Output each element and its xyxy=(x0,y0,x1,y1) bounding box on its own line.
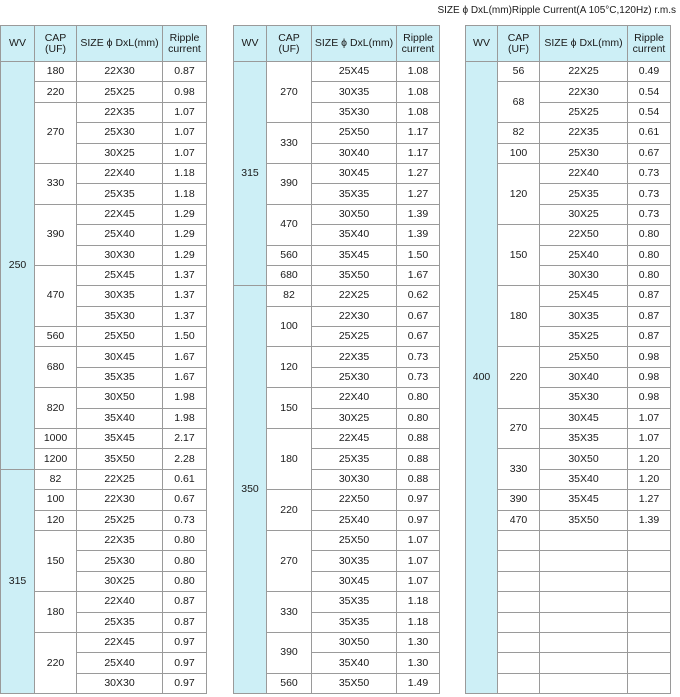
cap-cell: 100 xyxy=(35,490,77,510)
cap-cell: 470 xyxy=(498,510,540,530)
ripple-cell xyxy=(628,551,671,571)
ripple-cell: 1.18 xyxy=(163,184,207,204)
size-cell: 22X50 xyxy=(540,225,628,245)
size-cell xyxy=(540,571,628,591)
ripple-cell: 0.98 xyxy=(163,82,207,102)
size-cell: 25X35 xyxy=(77,184,163,204)
ripple-cell: 0.54 xyxy=(628,82,671,102)
size-cell: 25X40 xyxy=(312,510,397,530)
cap-cell: 180 xyxy=(35,62,77,82)
ripple-cell: 1.17 xyxy=(397,123,440,143)
cap-cell xyxy=(498,612,540,632)
size-cell: 30X50 xyxy=(312,204,397,224)
size-cell: 22X30 xyxy=(77,490,163,510)
ripple-cell: 0.87 xyxy=(163,612,207,632)
size-cell: 35X35 xyxy=(540,429,628,449)
ripple-cell xyxy=(628,592,671,612)
cap-cell: 220 xyxy=(267,490,312,531)
ripple-cell: 0.87 xyxy=(628,327,671,347)
ripple-cell xyxy=(628,653,671,673)
cap-cell: 100 xyxy=(267,306,312,347)
ripple-cell: 1.27 xyxy=(397,184,440,204)
cap-cell: 180 xyxy=(35,592,77,633)
ripple-cell: 1.08 xyxy=(397,62,440,82)
ripple-cell: 1.29 xyxy=(163,245,207,265)
ripple-cell: 0.87 xyxy=(163,592,207,612)
size-cell: 25X35 xyxy=(312,449,397,469)
cap-cell xyxy=(498,551,540,571)
ripple-cell: 1.18 xyxy=(397,592,440,612)
ripple-cell: 0.97 xyxy=(397,510,440,530)
size-cell: 30X45 xyxy=(312,163,397,183)
size-cell: 35X45 xyxy=(312,245,397,265)
size-cell: 25X45 xyxy=(77,265,163,285)
ripple-cell: 0.80 xyxy=(628,265,671,285)
ripple-cell: 0.67 xyxy=(397,306,440,326)
size-cell: 35X35 xyxy=(312,184,397,204)
ripple-cell: 0.97 xyxy=(163,673,207,693)
ripple-cell: 1.07 xyxy=(397,551,440,571)
cap-cell: 680 xyxy=(35,347,77,388)
ripple-cell: 1.07 xyxy=(628,408,671,428)
size-cell: 30X35 xyxy=(77,286,163,306)
size-cell: 25X40 xyxy=(77,225,163,245)
cap-cell: 470 xyxy=(35,265,77,326)
cap-cell xyxy=(498,632,540,652)
cap-cell: 330 xyxy=(35,163,77,204)
size-cell: 25X30 xyxy=(77,123,163,143)
ripple-current-table-3 xyxy=(465,25,671,694)
ripple-cell: 1.07 xyxy=(163,123,207,143)
cap-cell: 120 xyxy=(498,163,540,224)
table-header-row xyxy=(466,26,671,62)
header-wv: WV xyxy=(466,26,498,62)
ripple-cell: 1.98 xyxy=(163,408,207,428)
table-header-row xyxy=(234,26,440,62)
header-ripple: Ripple current xyxy=(397,26,440,62)
ripple-cell: 0.67 xyxy=(397,327,440,347)
ripple-cell: 0.87 xyxy=(628,306,671,326)
ripple-cell: 0.49 xyxy=(628,62,671,82)
cap-cell xyxy=(498,592,540,612)
cap-cell: 330 xyxy=(498,449,540,490)
size-cell: 30X30 xyxy=(312,469,397,489)
header-ripple: Ripple current xyxy=(163,26,207,62)
ripple-cell: 0.80 xyxy=(163,551,207,571)
cap-cell: 150 xyxy=(498,225,540,286)
cap-cell: 220 xyxy=(498,347,540,408)
size-cell: 22X35 xyxy=(540,123,628,143)
header-cap: CAP (UF) xyxy=(35,26,77,62)
ripple-cell: 0.73 xyxy=(397,347,440,367)
ripple-cell: 0.87 xyxy=(163,62,207,82)
size-cell: 22X40 xyxy=(540,163,628,183)
cap-cell: 220 xyxy=(35,632,77,693)
ripple-cell: 0.54 xyxy=(628,102,671,122)
ripple-current-table-1 xyxy=(0,25,207,694)
ripple-cell: 0.97 xyxy=(163,632,207,652)
size-cell: 25X40 xyxy=(77,653,163,673)
size-cell: 22X35 xyxy=(312,347,397,367)
size-cell: 25X35 xyxy=(540,184,628,204)
size-cell xyxy=(540,632,628,652)
cap-cell: 560 xyxy=(35,327,77,347)
ripple-current-table-2 xyxy=(233,25,440,694)
ripple-cell xyxy=(628,571,671,591)
ripple-cell: 0.87 xyxy=(628,286,671,306)
ripple-cell: 1.50 xyxy=(397,245,440,265)
ripple-cell: 0.80 xyxy=(397,388,440,408)
size-cell xyxy=(540,551,628,571)
ripple-cell: 0.61 xyxy=(163,469,207,489)
ripple-cell: 1.20 xyxy=(628,449,671,469)
ripple-cell: 2.17 xyxy=(163,429,207,449)
cap-cell: 100 xyxy=(498,143,540,163)
ripple-cell: 0.80 xyxy=(628,225,671,245)
ripple-cell: 1.29 xyxy=(163,204,207,224)
cap-cell: 220 xyxy=(35,82,77,102)
ripple-cell: 1.27 xyxy=(628,490,671,510)
size-cell: 30X35 xyxy=(540,306,628,326)
size-cell: 22X40 xyxy=(312,388,397,408)
cap-cell: 270 xyxy=(498,408,540,449)
size-cell: 22X35 xyxy=(77,102,163,122)
header-size: SIZE ϕ DxL(mm) xyxy=(77,26,163,62)
size-cell: 35X30 xyxy=(77,306,163,326)
size-cell: 30X25 xyxy=(77,143,163,163)
size-cell: 25X25 xyxy=(77,510,163,530)
ripple-cell: 0.67 xyxy=(163,490,207,510)
ripple-cell: 1.08 xyxy=(397,102,440,122)
size-cell: 30X50 xyxy=(77,388,163,408)
size-cell: 30X30 xyxy=(77,245,163,265)
header-cap: CAP (UF) xyxy=(498,26,540,62)
header-cap: CAP (UF) xyxy=(267,26,312,62)
size-cell: 22X30 xyxy=(540,82,628,102)
size-cell: 35X30 xyxy=(312,102,397,122)
size-cell: 35X35 xyxy=(312,592,397,612)
cap-cell: 1200 xyxy=(35,449,77,469)
size-cell: 30X40 xyxy=(312,143,397,163)
size-cell: 35X25 xyxy=(540,327,628,347)
cap-cell xyxy=(498,571,540,591)
size-cell: 35X40 xyxy=(77,408,163,428)
size-cell: 35X50 xyxy=(77,449,163,469)
size-cell: 35X50 xyxy=(540,510,628,530)
ripple-cell: 1.39 xyxy=(628,510,671,530)
ripple-cell: 0.73 xyxy=(628,204,671,224)
ripple-cell: 0.73 xyxy=(397,367,440,387)
cap-cell: 180 xyxy=(498,286,540,347)
cap-cell: 470 xyxy=(267,204,312,245)
ripple-cell: 1.18 xyxy=(163,163,207,183)
ripple-cell: 0.98 xyxy=(628,388,671,408)
header-ripple: Ripple current xyxy=(628,26,671,62)
size-cell xyxy=(540,653,628,673)
size-cell: 25X25 xyxy=(540,102,628,122)
ripple-cell: 0.73 xyxy=(163,510,207,530)
size-cell: 25X50 xyxy=(312,123,397,143)
cap-cell: 270 xyxy=(267,530,312,591)
ripple-cell: 1.50 xyxy=(163,327,207,347)
size-cell: 35X35 xyxy=(77,367,163,387)
cap-cell: 390 xyxy=(35,204,77,265)
cap-cell: 270 xyxy=(35,102,77,163)
ripple-cell xyxy=(628,632,671,652)
size-cell: 30X35 xyxy=(312,82,397,102)
ripple-cell: 0.98 xyxy=(628,347,671,367)
size-cell: 30X35 xyxy=(312,551,397,571)
ripple-cell: 1.27 xyxy=(397,163,440,183)
ripple-cell xyxy=(628,612,671,632)
ripple-cell: 1.39 xyxy=(397,225,440,245)
size-cell xyxy=(540,592,628,612)
size-cell: 22X30 xyxy=(77,62,163,82)
size-cell: 25X50 xyxy=(540,347,628,367)
ripple-cell: 0.80 xyxy=(397,408,440,428)
table-row xyxy=(1,469,207,489)
ripple-cell: 1.29 xyxy=(163,225,207,245)
size-cell: 35X40 xyxy=(312,225,397,245)
size-cell: 30X50 xyxy=(540,449,628,469)
ripple-cell: 1.37 xyxy=(163,306,207,326)
size-cell: 30X25 xyxy=(77,571,163,591)
wv-cell: 350 xyxy=(234,286,267,694)
ripple-cell: 0.62 xyxy=(397,286,440,306)
size-cell: 22X30 xyxy=(312,306,397,326)
size-cell xyxy=(540,530,628,550)
size-cell: 22X40 xyxy=(77,592,163,612)
cap-cell: 330 xyxy=(267,123,312,164)
size-cell: 30X45 xyxy=(540,408,628,428)
size-cell xyxy=(540,612,628,632)
ripple-cell: 0.80 xyxy=(628,245,671,265)
cap-cell: 390 xyxy=(498,490,540,510)
ripple-cell: 1.98 xyxy=(163,388,207,408)
table-row xyxy=(234,62,440,82)
size-cell: 22X25 xyxy=(540,62,628,82)
size-cell: 25X30 xyxy=(312,367,397,387)
size-cell: 35X40 xyxy=(312,653,397,673)
cap-cell: 270 xyxy=(267,62,312,123)
ripple-cell: 0.73 xyxy=(628,163,671,183)
size-cell: 22X45 xyxy=(312,429,397,449)
ripple-cell: 1.67 xyxy=(397,265,440,285)
size-cell: 22X50 xyxy=(312,490,397,510)
wv-cell: 315 xyxy=(234,62,267,286)
cap-cell: 820 xyxy=(35,388,77,429)
ripple-cell: 1.67 xyxy=(163,367,207,387)
cap-cell: 560 xyxy=(267,673,312,693)
size-cell: 25X50 xyxy=(77,327,163,347)
table-row xyxy=(1,62,207,82)
header-wv: WV xyxy=(234,26,267,62)
size-cell xyxy=(540,673,628,693)
size-cell: 35X45 xyxy=(540,490,628,510)
ripple-cell: 1.07 xyxy=(397,530,440,550)
size-cell: 35X45 xyxy=(77,429,163,449)
ripple-cell: 1.37 xyxy=(163,265,207,285)
ripple-cell: 1.37 xyxy=(163,286,207,306)
size-cell: 22X25 xyxy=(77,469,163,489)
ripple-cell: 1.30 xyxy=(397,653,440,673)
ripple-cell: 1.67 xyxy=(163,347,207,367)
size-cell: 25X50 xyxy=(312,530,397,550)
ripple-cell: 1.18 xyxy=(397,612,440,632)
cap-cell: 68 xyxy=(498,82,540,123)
ripple-cell: 2.28 xyxy=(163,449,207,469)
size-cell: 30X30 xyxy=(540,265,628,285)
cap-cell: 120 xyxy=(267,347,312,388)
ripple-cell: 0.98 xyxy=(628,367,671,387)
cap-cell: 82 xyxy=(35,469,77,489)
size-cell: 25X40 xyxy=(540,245,628,265)
header-wv: WV xyxy=(1,26,35,62)
ripple-cell: 1.08 xyxy=(397,82,440,102)
cap-cell: 150 xyxy=(35,530,77,591)
wv-cell: 250 xyxy=(1,62,35,470)
size-cell: 35X50 xyxy=(312,265,397,285)
size-cell: 25X30 xyxy=(77,551,163,571)
cap-cell: 1000 xyxy=(35,429,77,449)
ripple-cell: 1.49 xyxy=(397,673,440,693)
ripple-cell: 0.97 xyxy=(163,653,207,673)
table-header-row xyxy=(1,26,207,62)
ripple-cell: 0.88 xyxy=(397,469,440,489)
size-cell: 25X25 xyxy=(77,82,163,102)
size-cell: 25X35 xyxy=(77,612,163,632)
cap-cell: 82 xyxy=(267,286,312,306)
size-cell: 25X45 xyxy=(540,286,628,306)
wv-cell: 315 xyxy=(1,469,35,693)
size-cell: 22X25 xyxy=(312,286,397,306)
ripple-cell: 0.67 xyxy=(628,143,671,163)
size-cell: 25X25 xyxy=(312,327,397,347)
header-size: SIZE ϕ DxL(mm) xyxy=(312,26,397,62)
ripple-cell xyxy=(628,673,671,693)
ripple-cell: 1.30 xyxy=(397,632,440,652)
cap-cell: 120 xyxy=(35,510,77,530)
cap-cell xyxy=(498,653,540,673)
cap-cell: 180 xyxy=(267,429,312,490)
size-cell: 25X45 xyxy=(312,62,397,82)
cap-cell: 390 xyxy=(267,632,312,673)
ripple-cell: 1.39 xyxy=(397,204,440,224)
size-cell: 22X45 xyxy=(77,204,163,224)
cap-cell: 390 xyxy=(267,163,312,204)
size-cell: 30X30 xyxy=(77,673,163,693)
table-row xyxy=(466,62,671,82)
cap-cell xyxy=(498,530,540,550)
ripple-cell: 0.80 xyxy=(163,530,207,550)
ripple-cell: 1.07 xyxy=(397,571,440,591)
size-cell: 35X35 xyxy=(312,612,397,632)
ripple-cell: 0.88 xyxy=(397,449,440,469)
ripple-cell: 0.97 xyxy=(397,490,440,510)
cap-cell xyxy=(498,673,540,693)
ripple-cell: 0.61 xyxy=(628,123,671,143)
ripple-cell: 1.07 xyxy=(163,143,207,163)
size-cell: 22X40 xyxy=(77,163,163,183)
cap-cell: 82 xyxy=(498,123,540,143)
size-cell: 30X45 xyxy=(77,347,163,367)
size-cell: 30X45 xyxy=(312,571,397,591)
cap-cell: 560 xyxy=(267,245,312,265)
wv-cell: 400 xyxy=(466,62,498,694)
ripple-cell: 1.17 xyxy=(397,143,440,163)
size-cell: 30X25 xyxy=(540,204,628,224)
ripple-cell: 1.07 xyxy=(628,429,671,449)
cap-cell: 56 xyxy=(498,62,540,82)
size-cell: 35X40 xyxy=(540,469,628,489)
table-row xyxy=(234,286,440,306)
ripple-cell: 0.80 xyxy=(163,571,207,591)
cap-cell: 680 xyxy=(267,265,312,285)
cap-cell: 150 xyxy=(267,388,312,429)
size-cell: 30X50 xyxy=(312,632,397,652)
size-cell: 22X45 xyxy=(77,632,163,652)
ripple-cell: 0.88 xyxy=(397,429,440,449)
header-size: SIZE ϕ DxL(mm) xyxy=(540,26,628,62)
ripple-cell: 1.20 xyxy=(628,469,671,489)
ripple-cell: 1.07 xyxy=(163,102,207,122)
cap-cell: 330 xyxy=(267,592,312,633)
page-caption: SIZE ϕ DxL(mm)Ripple Current(A 105°C,120Hz) r.m.s xyxy=(437,5,676,16)
size-cell: 30X25 xyxy=(312,408,397,428)
size-cell: 25X30 xyxy=(540,143,628,163)
ripple-cell: 0.73 xyxy=(628,184,671,204)
size-cell: 22X35 xyxy=(77,530,163,550)
size-cell: 35X30 xyxy=(540,388,628,408)
ripple-cell xyxy=(628,530,671,550)
size-cell: 30X40 xyxy=(540,367,628,387)
size-cell: 35X50 xyxy=(312,673,397,693)
